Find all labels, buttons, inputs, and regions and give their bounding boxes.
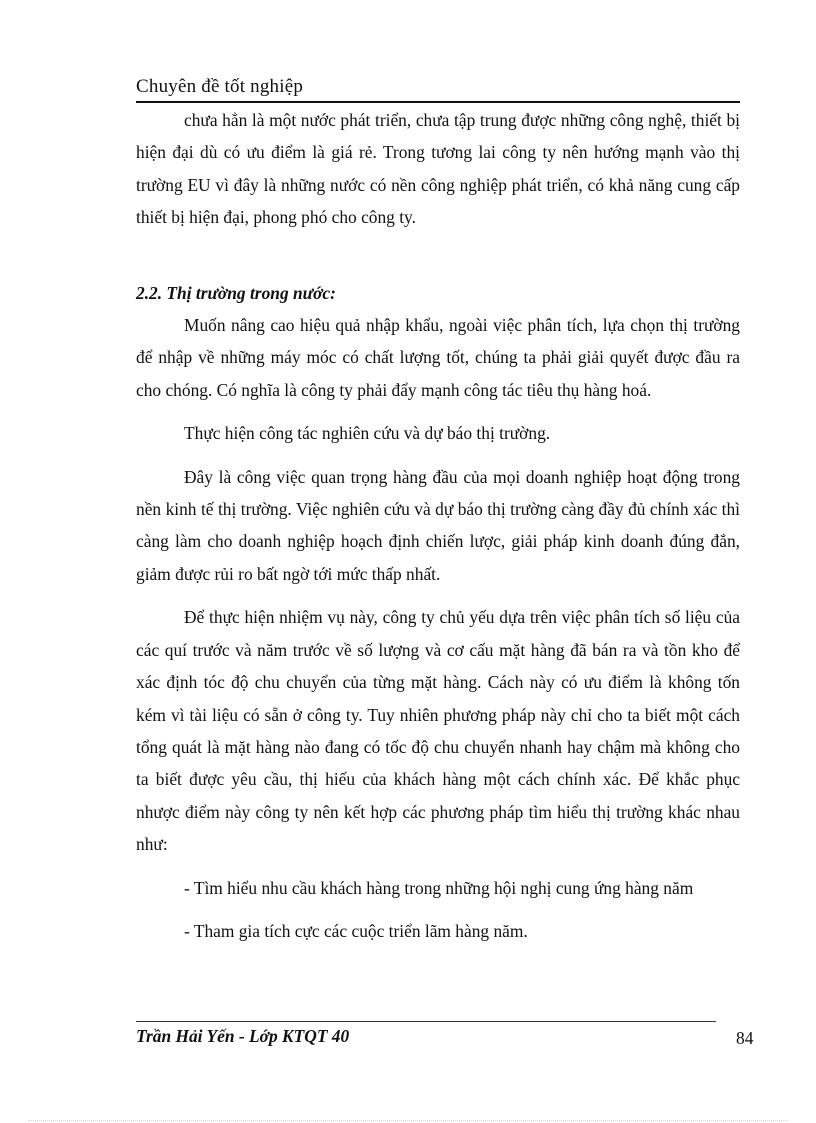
- paragraph-2: Thực hiện công tác nghiên cứu và dự báo thị trường.: [184, 423, 551, 444]
- intro-paragraph: chưa hẳn là một nước phát triển, chưa tập trung được những công nghệ, thiết bị hiện đại dù có ưu điểm là giá rẻ. Trong tương lai công ty nên hướng mạnh vào thị trường EU vì đây là những nước có nền công nghiệp phát triển, có khả năng cung cấp thiết bị hiện đại, phong phó cho công ty.: [136, 110, 740, 228]
- page-bottom-edge: [28, 1120, 788, 1121]
- paragraph-1: Muốn nâng cao hiệu quả nhập khẩu, ngoài việc phân tích, lựa chọn thị trường để nhập về những máy móc có chất lượng tốt, chúng ta phải giải quyết được đầu ra cho chóng. Có nghĩa là công ty phải đẩy mạnh công tác tiêu thụ hàng hoá.: [136, 315, 740, 400]
- paragraph-4: Để thực hiện nhiệm vụ này, công ty chủ yếu dựa trên việc phân tích số liệu của các quí trước và năm trước về số lượng và cơ cấu mặt hàng đã bán ra và tồn kho để xác định tóc độ chu chuyển của từng mặt hàng. Cách này có ưu điểm là không tốn kém vì tài liệu có sẵn ở công ty. Tuy nhiên phương pháp này chỉ cho ta biết một cách tổng quát là mặt hàng nào đang có tốc độ chu chuyển nhanh hay chậm mà không cho ta biết được yêu cầu, thị hiếu của khách hàng một cách chính xác. Để khắc phục nhược điểm này công ty nên kết hợp các phương pháp tìm hiểu thị trường khác nhau như:: [136, 607, 740, 855]
- footer-author: Trần Hải Yến - Lớp KTQT 40: [136, 1026, 350, 1046]
- page-number: 84: [736, 1028, 754, 1048]
- header-rule: [136, 101, 740, 103]
- bullet-item-2: - Tham gia tích cực các cuộc triển lãm hàng năm.: [184, 920, 528, 941]
- bullet-item-1: - Tìm hiểu nhu cầu khách hàng trong những hội nghị cung ứng hàng năm: [184, 877, 694, 898]
- section-heading: 2.2. Thị trường trong nước:: [136, 282, 336, 303]
- body-text: [136, 104, 740, 947]
- footer-rule: [136, 1021, 716, 1022]
- header-title: Chuyên đề tốt nghiệp: [136, 76, 304, 97]
- paragraph-3: Đây là công việc quan trọng hàng đầu của mọi doanh nghiệp hoạt động trong nền kinh tế thị trường. Việc nghiên cứu và dự báo thị trường càng đầy đủ chính xác thì càng làm cho doanh nghiệp hoạch định chiến lược, giải pháp kinh doanh đúng đắn, giảm được rủi ro bất ngờ tới mức thấp nhất.: [136, 466, 740, 584]
